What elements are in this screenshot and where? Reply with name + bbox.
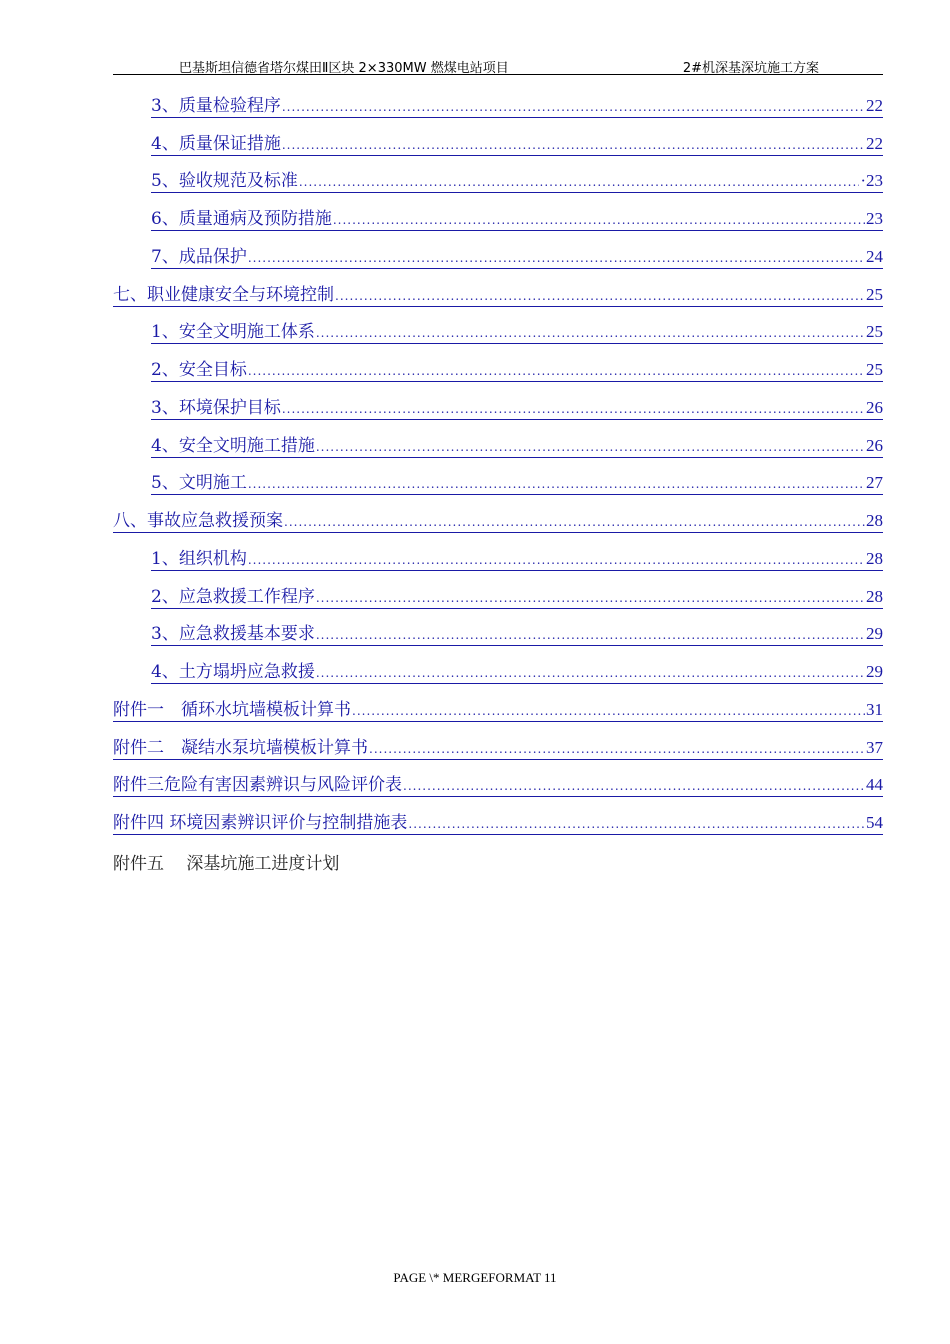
table-of-contents [113, 88, 883, 881]
toc-title: 附件一 循环水坑墙模板计算书 [113, 699, 351, 720]
toc-title: 6、质量通病及预防措施 [151, 209, 332, 230]
toc-page: 25 [866, 360, 883, 380]
toc-leader [248, 248, 865, 268]
page-header [113, 57, 883, 75]
toc-title: 4、质量保证措施 [151, 133, 281, 154]
toc-entry[interactable] [113, 390, 883, 428]
toc-leader [284, 512, 865, 532]
toc-page: 29 [866, 624, 883, 644]
toc-leader [316, 588, 865, 608]
toc-page: 28 [866, 511, 883, 531]
toc-page: ·23 [860, 171, 883, 191]
toc-entry[interactable] [113, 730, 883, 768]
toc-page: 23 [866, 209, 883, 229]
toc-leader [282, 97, 865, 117]
toc-link[interactable] [151, 662, 883, 684]
toc-title: 4、土方塌坍应急救援 [151, 662, 315, 683]
toc-title: 七、职业健康安全与环境控制 [113, 284, 334, 305]
toc-page: 44 [866, 775, 883, 795]
toc-title: 4、安全文明施工措施 [151, 435, 315, 456]
toc-page: 26 [866, 435, 883, 455]
toc-entry-plain [113, 843, 883, 881]
toc-entry[interactable] [113, 315, 883, 353]
toc-title: 3、环境保护目标 [151, 397, 281, 418]
toc-title: 八、事故应急救援预案 [113, 511, 283, 532]
toc-entry[interactable] [113, 164, 883, 202]
toc-page: 29 [866, 662, 883, 682]
toc-page: 22 [866, 95, 883, 115]
toc-link[interactable] [151, 134, 883, 156]
toc-entry[interactable] [113, 88, 883, 126]
toc-page: 28 [866, 586, 883, 606]
toc-page: 54 [866, 813, 883, 833]
toc-leader [299, 172, 860, 192]
toc-link[interactable] [151, 171, 883, 193]
toc-page: 25 [866, 322, 883, 342]
toc-title: 3、质量检验程序 [151, 95, 281, 116]
toc-entry[interactable] [113, 503, 883, 541]
toc-leader [316, 323, 865, 343]
toc-leader [316, 437, 865, 457]
toc-link[interactable] [113, 738, 883, 760]
toc-title: 2、应急救援工作程序 [151, 586, 315, 607]
toc-link[interactable] [151, 398, 883, 420]
toc-link[interactable] [151, 96, 883, 118]
toc-entry[interactable] [113, 692, 883, 730]
toc-entry[interactable] [113, 466, 883, 504]
toc-page: 31 [866, 699, 883, 719]
toc-page: 22 [866, 133, 883, 153]
toc-entry[interactable] [113, 768, 883, 806]
toc-entry[interactable] [113, 239, 883, 277]
toc-entry[interactable] [113, 277, 883, 315]
toc-page: 27 [866, 473, 883, 493]
toc-title: 3、应急救援基本要求 [151, 624, 315, 645]
toc-link[interactable] [151, 209, 883, 231]
toc-page: 24 [866, 246, 883, 266]
toc-link[interactable] [113, 511, 883, 533]
toc-leader [316, 625, 865, 645]
toc-page: 26 [866, 397, 883, 417]
toc-entry[interactable] [113, 579, 883, 617]
toc-leader [248, 550, 865, 570]
toc-title: 附件五 深基坑施工进度计划 [113, 854, 340, 875]
toc-link[interactable] [151, 624, 883, 646]
toc-link[interactable] [151, 473, 883, 495]
toc-link[interactable] [151, 549, 883, 571]
header-project-title: 巴基斯坦信德省塔尔煤田Ⅱ区块 2×330MW 燃煤电站项目 [179, 61, 509, 76]
toc-link[interactable] [113, 285, 883, 307]
toc-leader [369, 739, 865, 759]
header-document-title: 2#机深基深坑施工方案 [682, 61, 819, 76]
toc-entry[interactable] [113, 352, 883, 390]
toc-title: 7、成品保护 [151, 246, 247, 267]
toc-leader [408, 814, 865, 834]
toc-leader [335, 286, 865, 306]
toc-title: 5、文明施工 [151, 473, 247, 494]
toc-title: 2、安全目标 [151, 360, 247, 381]
toc-title: 附件四 环境因素辨识评价与控制措施表 [113, 813, 408, 834]
toc-link[interactable] [151, 247, 883, 269]
toc-page: 37 [866, 737, 883, 757]
toc-entry[interactable] [113, 617, 883, 655]
toc-entry[interactable] [113, 201, 883, 239]
toc-entry[interactable] [113, 126, 883, 164]
toc-title: 1、安全文明施工体系 [151, 322, 315, 343]
toc-leader [282, 135, 865, 155]
toc-leader [352, 701, 865, 721]
toc-entry[interactable] [113, 541, 883, 579]
toc-leader [333, 210, 865, 230]
toc-entry[interactable] [113, 428, 883, 466]
toc-link[interactable] [113, 813, 883, 835]
toc-link[interactable] [151, 322, 883, 344]
toc-title: 附件二 凝结水泵坑墙模板计算书 [113, 737, 368, 758]
page-footer: PAGE \* MERGEFORMAT 11 [393, 1270, 557, 1285]
toc-leader [403, 776, 865, 796]
toc-link[interactable] [113, 700, 883, 722]
toc-entry[interactable] [113, 654, 883, 692]
toc-entry[interactable] [113, 805, 883, 843]
toc-title: 1、组织机构 [151, 548, 247, 569]
toc-title: 5、验收规范及标准 [151, 171, 298, 192]
toc-leader [248, 361, 865, 381]
toc-link[interactable] [151, 360, 883, 382]
toc-link[interactable] [113, 775, 883, 797]
toc-leader [248, 474, 865, 494]
toc-leader [316, 663, 865, 683]
toc-leader [282, 399, 865, 419]
toc-page: 28 [866, 548, 883, 568]
toc-link[interactable] [151, 587, 883, 609]
toc-title: 附件三危险有害因素辨识与风险评价表 [113, 775, 402, 796]
toc-link[interactable] [151, 436, 883, 458]
toc-page: 25 [866, 284, 883, 304]
